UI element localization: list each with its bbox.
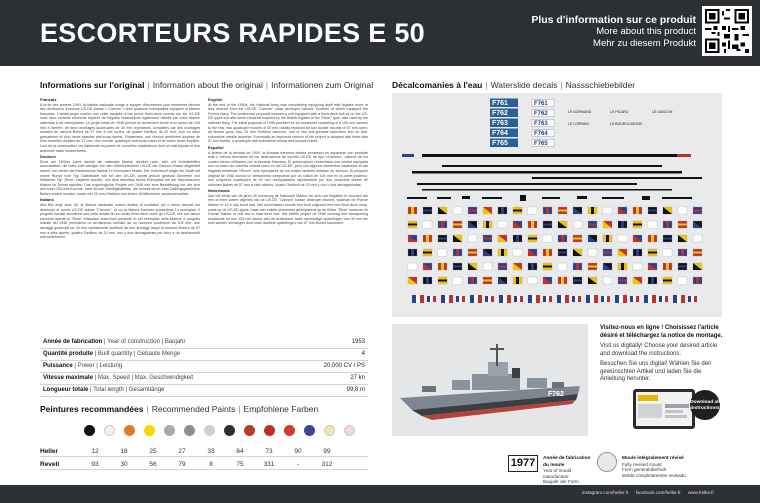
spec-value: 20.000 CV / PS xyxy=(310,360,368,372)
spec-label: Vitesse maximale | Max. Speed | Max. Geschwindigkeit xyxy=(40,372,310,384)
revell-code: 30 xyxy=(120,461,128,468)
instagram-link[interactable]: instagram.com/heller.fr xyxy=(581,490,629,495)
heller-code: 99 xyxy=(323,448,331,455)
text-nl: Aan het einde van de jaren 40 overwoog de Nationale Marine om zich van fregatten te voorzien die min of meer waren afgeleid van de US-DE "Cannon" klasse destroyer-escorts, waarvan de Franse Marine er 14 in zijn bezit had. Het voorontwerp toonde een boot uitgerust met een flush-deck romp, zoals op de US-DE-types, maar met enkele elementen geïnspireerd op de Britse "River" waarvan de Franse Marine er ook zes in haar bezit had. Het initiële project uit 1948 voorzag een bewapening bestaande uit een 105 mm kanon aan de achterkant, twee viervoudige opstellingen van 40 mm die snel werden vervangen door twee dubbele opstellingen van 57 mm Bofors kanonnen. xyxy=(208,193,368,226)
paint-swatch xyxy=(144,425,155,436)
phone-illustration xyxy=(629,381,721,437)
paint-swatch xyxy=(204,425,215,436)
facebook-link[interactable]: facebook.com/heller.fr xyxy=(635,490,681,495)
info-original-heading: Informations sur l'original | Information about the original | Informationen zum Original xyxy=(40,80,374,90)
heller-code: 18 xyxy=(120,448,128,455)
spec-value: 4 xyxy=(310,348,368,360)
spec-label: Puissance | Power | Leistung xyxy=(40,360,310,372)
spec-row xyxy=(40,372,368,384)
revell-code: 8 xyxy=(209,461,213,468)
ship-photo xyxy=(392,324,588,436)
text-fr: A la fin des années 1940, la Marine nationale songe à équiper d'escorteurs plus modernes dérivés des destroyers d'escorte US-DE classe « Cannon » dont quatorze exemplaires équipent la Marine française. L'avant-projet montre une unité équipée d'une proue flush-deck comme sur les US-DE mais avec certains éléments inspirés de frégates britanniques également utilisés par notre Marine nationale à six exemplaires. Le projet initial de 1948 prévoit un armement formé d'un canon de 105 mm à l'arrière, de deux montages quadruples de 40 mm repérables, complétés par des montages doubles de canons Bofors de 57 mm à ciel ouvert, de quatre Oerlikon de 20 mm, d'un ou deux grenadeurs et d'un lance-missiles anti-sous-marins. Finalement, une version améliorée dispose de trois tourelles doubles de 57 mm, d'un mortier quadruple anti-sous-marin et de tubes lance-torpilles. Lors de la construction, les bâtiments reçoivent de nouvelles installations dont un mât tripode et des antennes radar modernisées. xyxy=(40,102,200,153)
paint-swatch xyxy=(244,425,255,436)
revell-code: 56 xyxy=(149,461,157,468)
ship-name-decal: LE BOURGUIGNON xyxy=(610,122,643,126)
heller-code: 73 xyxy=(265,448,273,455)
info-de: Mehr zu diesem Produkt xyxy=(593,38,696,49)
paint-swatch xyxy=(124,425,135,436)
paint-swatch xyxy=(324,425,335,436)
paint-swatch xyxy=(184,425,195,436)
revell-code: 331 xyxy=(263,461,275,468)
ship-name-decal: LE GASCON xyxy=(652,110,673,114)
text-it: Alla fine degli anni '40, la Marina nazionale voleva dotarsi di scortatori più o meno derivati dai destroyer di scorta US-DE classe "Cannon", di cui la Marina francese possedeva 14 esemplari. Il progetto iniziale includeva una unità dotata di uno scafo flush-deck come gli US-DE, ma con alcuni elementi ispirati al "River" britannico anch'esso presente in sei esemplari nella Marina. Il progetto iniziale del 1948 prevedeva un armamento formato da un cannone posteriore da 105 mm, due armaggi quadrupli da 40 mm rapidamente sostituiti da due armaggi doppi di cannoni Bofors da 57 mm a cielo aperto, quattro Oerlikon da 20 mm, uno o due lanciagranate per siluri e un lanciamissili anti-sottomarini. xyxy=(40,203,200,240)
spec-table xyxy=(40,336,368,397)
spec-row xyxy=(40,348,368,360)
decal-sheet xyxy=(392,93,722,317)
page-footer xyxy=(0,485,760,503)
decals-heading: Décalcomanies à l'eau | Waterslide decals | Nassschiebebilder xyxy=(392,80,636,90)
text-es: A finales de la década de 1940, la Armada francesa estaba pensando en equiparse con escoltas más o menos derivados de los destructores de escolta US-DE de tipo «Cannon», catorce de los cuales fueron utilizados por la Armada francesa. El anteproyecto presentaba una unidad equipada con un casco de cubierta corrida como en los US-DE, pero con algunos elementos inspirados en las fragatas británicas «River», seis ejemplares de los cuales también estaban en servicio. El proyecto original de 1948 incluía un armamento compuesto por un cañón de 105 mm en la parte posterior, dos conjuntos cuádruples de 40 mm reemplazados rápidamente por dos conjuntos dobles de cañones Bofors de 57 mm a cielo abierto, cuatro Oerlikon de 20 mm y uno o dos lanzagranadas. xyxy=(208,150,368,187)
hull-number-decal: F763 xyxy=(492,120,508,127)
hull-number-decal-small: F761 xyxy=(534,101,548,107)
revised-mould-text: Moule intégralement révisé Fully revised mould Form generalüberholt Molde completamente revisado xyxy=(622,456,686,478)
heller-code: 64 xyxy=(236,448,244,455)
spec-value: 99,8 m xyxy=(310,384,368,396)
revell-code: 312 xyxy=(321,461,333,468)
spec-value: 1953 xyxy=(310,336,368,348)
heller-code: 33 xyxy=(207,448,215,455)
hull-number-decal-small: F762 xyxy=(534,111,548,117)
social-links xyxy=(576,490,714,495)
visit-text: Visitez-nous en ligne ! Choisissez l'article désiré et téléchargez la notice de montage. Visit us digitally! Choose your desired article and download the instructions. Besuchen Sie uns digital! Wählen Sie den gewünschten Artikel und laden Sie die Anleitung herunter. xyxy=(600,325,723,382)
heller-paint-row: Heller 12 18 25 27 33 64 73 90 99 xyxy=(40,446,368,457)
info-fr: Plus d'information sur ce produit xyxy=(531,14,696,26)
paint-swatch xyxy=(84,425,95,436)
hull-number-decal-small: F764 xyxy=(534,131,548,137)
info-en: More about this product xyxy=(596,26,696,37)
french-ensign-decal xyxy=(615,295,619,303)
hull-number-decal: F761 xyxy=(492,100,508,107)
hull-number-decal: F765 xyxy=(492,140,508,147)
paint-swatch xyxy=(284,425,295,436)
paint-swatch xyxy=(264,425,275,436)
photo-hull-number: F762 xyxy=(548,391,564,398)
revell-code: 79 xyxy=(178,461,186,468)
heller-code: 25 xyxy=(149,448,157,455)
french-ensign-decal xyxy=(557,295,561,303)
spec-label: Quantité produite | Built quantity | Gebaute Menge xyxy=(40,348,310,360)
revell-code: 75 xyxy=(236,461,244,468)
french-ensign-decal xyxy=(528,295,532,303)
hull-number-decal-small: F763 xyxy=(534,121,548,127)
spec-row xyxy=(40,384,368,396)
spec-label: Année de fabrication | Year of construction | Baujahr xyxy=(40,336,310,348)
french-ensign-decal xyxy=(499,295,503,303)
french-ensign-decal xyxy=(644,295,648,303)
paints-heading: Peintures recommandées | Recommended Paints | Empfohlene Farben xyxy=(40,404,319,414)
french-ensign-decal xyxy=(412,295,416,303)
mould-year-badge: 1977 xyxy=(508,455,538,472)
french-ensign-decal xyxy=(470,295,474,303)
spec-value: 27 kn xyxy=(310,372,368,384)
svg-text:instructions!: instructions! xyxy=(690,406,720,411)
ship-name-decal: LE LORRAIN xyxy=(568,122,589,126)
hull-number-decal-small: F765 xyxy=(534,141,548,147)
text-de: Ende der 1940er Jahre dachte die nationale Marine darüber nach, sich mit Geleitschiffen auszustatten, die mehr oder weniger von den Geleitzerstörern US-DE der Cannon-Klasse abgeleitet waren, von denen die französische Marine 14 Exemplare besaß. Der Vorentwurf zeigte ein Schiff mit einem Rumpf vom Typ Glattdecker wie bei den US-DE, wobei jedoch gewisse Elemente von britischen Typ „River“ inspiriert wurden, von dem ebenfalls sechs Exemplare bei der französischen Marine im Dienst standen. Das ursprüngliche Projekt von 1948 sah eine Bewaffnung vor, die sich aus einer 105-mm-Kanone, zwei 40-mm-Vierlingslafetten, die schnell durch zwei Zwillingsgeschütze Bofors ersetzt wurden, sowie vier 20-mm-Oerlikon und einem Schiffsmörser zusammensetzte. xyxy=(40,159,200,196)
paint-swatch xyxy=(164,425,175,436)
revised-mould-icon xyxy=(597,452,617,472)
heller-code: 12 xyxy=(91,448,99,455)
text-column-right: English At the end of the 1940s, the National Navy was considering equipping itself with frigates more or less derived from the US-DE "Cannon" class destroyer escorts, fourteen of which equipped the French Navy. The preliminary proposal showed a unit equipped with a flush-deck hull as on the US-DE types but with some elements inspired by the British frigates of the "River" type, also used by the national Navy. The initial proposal of 1948 provided for an armament consisting of a 105-mm cannon to the rear, two quadruple mounts of 40 mm rapidly replaced by two double mounts of 57 mm open-air Bofors guns, four 20 mm Oerlikon cannons, one or two anti-grenade launchers and an anti-submarine missile launcher. Eventually an improved version of the project is adopted with three twin 57 mm turrets, a quadruple anti-submarine mortar and torpedo tubes. Español A finales de la década de 1940, la Armada francesa estaba pensando en equiparse con escoltas más o menos derivados de los destructores de escolta US-DE de tipo «Cannon», catorce de los cuales fueron utilizados por la Armada francesa. El anteproyecto presentaba una unidad equipada con un casco de cubierta corrida como en los US-DE, pero con algunos elementos inspirados en las fragatas británicas «River», seis ejemplares de los cuales también estaban en servicio. El proyecto original de 1948 incluía un armamento compuesto por un cañón de 105 mm en la parte posterior, dos conjuntos cuádruples de 40 mm reemplazados rápidamente por dos conjuntos dobles de cañones Bofors de 57 mm a cielo abierto, cuatro Oerlikon de 20 mm y uno o dos lanzagranadas. Nederlands Aan het einde van de jaren 40 overwoog de Nationale Marine om zich van fregatten te voorzien die min of meer waren afgeleid van de US-DE "Cannon" klasse destroyer-escorts, waarvan de Franse Marine er 14 in zijn bezit had. Het voorontwerp toonde een boot uitgerust met een flush-deck romp, zoals op de US-DE-types, maar met enkele elementen geïnspireerd op de Britse "River" waarvan de Franse Marine er ook zes in haar bezit had. Het initiële project uit 1948 voorzag een bewapening bestaande uit een 105 mm kanon aan de achterkant, twee viervoudige opstellingen van 40 mm die snel werden vervangen door twee dubbele opstellingen van 57 mm Bofors kanonnen. xyxy=(208,97,368,226)
text-en: At the end of the 1940s, the National Navy was considering equipping itself with frigates more or less derived from the US-DE "Cannon" class destroyer escorts, fourteen of which equipped the French Navy. The preliminary proposal showed a unit equipped with a flush-deck hull as on the US-DE types but with some elements inspired by the British frigates of the "River" type, also used by the national Navy. The initial proposal of 1948 provided for an armament consisting of a 105-mm cannon to the rear, two quadruple mounts of 40 mm rapidly replaced by two double mounts of 57 mm open-air Bofors guns, four 20 mm Oerlikon cannons, one or two anti-grenade launchers and an anti-submarine missile launcher. Eventually an improved version of the project is adopted with three twin 57 mm turrets, a quadruple anti-submarine mortar and torpedo tubes. xyxy=(208,102,368,144)
ship-name-decal: LE PICARD xyxy=(610,110,629,114)
spec-row xyxy=(40,360,368,372)
product-info-text xyxy=(531,14,696,50)
spec-row xyxy=(40,336,368,348)
french-ensign-decal xyxy=(673,295,677,303)
spec-label: Longueur totale | Total length | Gesamtlänge xyxy=(40,384,310,396)
heller-code: 27 xyxy=(178,448,186,455)
qr-code-icon[interactable] xyxy=(702,6,752,56)
heller-code: 90 xyxy=(294,448,302,455)
hull-number-decal: F762 xyxy=(492,110,508,117)
page-title: ESCORTEURS RAPIDES E 50 xyxy=(40,18,425,48)
paint-swatch xyxy=(304,425,315,436)
paint-swatch xyxy=(224,425,235,436)
revell-code: - xyxy=(296,461,300,468)
website-link[interactable]: www.heller.fr xyxy=(687,490,714,495)
mould-year-text: Année de fabrication du moule Year of mould manufacture Baujahr der Form xyxy=(543,456,591,485)
revell-paint-row: Revell 93 30 56 79 8 75 331 - 312 xyxy=(40,459,368,470)
hull-number-decal: F764 xyxy=(492,130,508,137)
french-ensign-decal xyxy=(441,295,445,303)
paint-swatch xyxy=(104,425,115,436)
paint-swatch xyxy=(344,425,355,436)
ship-name-decal: LE NORMAND xyxy=(568,110,592,114)
page-header xyxy=(0,0,760,66)
revell-code: 93 xyxy=(91,461,99,468)
french-ensign-decal xyxy=(586,295,590,303)
text-column-left: Français A la fin des années 1940, la Marine nationale songe à équiper d'escorteurs plus modernes dérivés des destroyers d'escorte US-DE classe « Cannon » dont quatorze exemplaires équipent la Marine française. L'avant-projet montre une unité équipée d'une proue flush-deck comme sur les US-DE mais avec certains éléments inspirés de frégates britanniques également utilisés par notre Marine nationale à six exemplaires. Le projet initial de 1948 prévoit un armement formé d'un canon de 105 mm à l'arrière, de deux montages quadruples de 40 mm repérables, complétés par des montages doubles de canons Bofors de 57 mm à ciel ouvert, de quatre Oerlikon de 20 mm, d'un ou deux grenadeurs et d'un lance-missiles anti-sous-marins. Finalement, une version améliorée dispose de trois tourelles doubles de 57 mm, d'un mortier quadruple anti-sous-marin et de tubes lance-torpilles. Lors de la construction, les bâtiments reçoivent de nouvelles installations dont un mât tripode et des antennes radar modernisées. Deutsch Ende der 1940er Jahre dachte die nationale Marine darüber nach, sich mit Geleitschiffen auszustatten, die mehr oder weniger von den Geleitzerstörern US-DE der Cannon-Klasse abgeleitet waren, von denen die französische Marine 14 Exemplare besaß. Der Vorentwurf zeigte ein Schiff mit einem Rumpf vom Typ Glattdecker wie bei den US-DE, wobei jedoch gewisse Elemente von britischen Typ „River“ inspiriert wurden, von dem ebenfalls sechs Exemplare bei der französischen Marine im Dienst standen. Das ursprüngliche Projekt von 1948 sah eine Bewaffnung vor, die sich aus einer 105-mm-Kanone, zwei 40-mm-Vierlingslafetten, die schnell durch zwei Zwillingsgeschütze Bofors ersetzt wurden, sowie vier 20-mm-Oerlikon und einem Schiffsmörser zusammensetzte. Italiano Alla fine degli anni '40, la Marina nazionale voleva dotarsi di scortatori più o meno derivati dai destroyer di scorta US-DE classe "Cannon", di cui la Marina francese possedeva 14 esemplari. Il progetto iniziale includeva una unità dotata di uno scafo flush-deck come gli US-DE, ma con alcuni elementi ispirati al "River" britannico anch'esso presente in sei esemplari nella Marina. Il progetto iniziale del 1948 prevedeva un armamento formato da un cannone posteriore da 105 mm, due armaggi quadrupli da 40 mm rapidamente sostituiti da due armaggi doppi di cannoni Bofors da 57 mm a cielo aperto, quattro Oerlikon da 20 mm, uno o due lanciagranate per siluri e un lanciamissili anti-sottomarini. xyxy=(40,97,200,240)
svg-text:Download all: Download all xyxy=(690,400,720,405)
